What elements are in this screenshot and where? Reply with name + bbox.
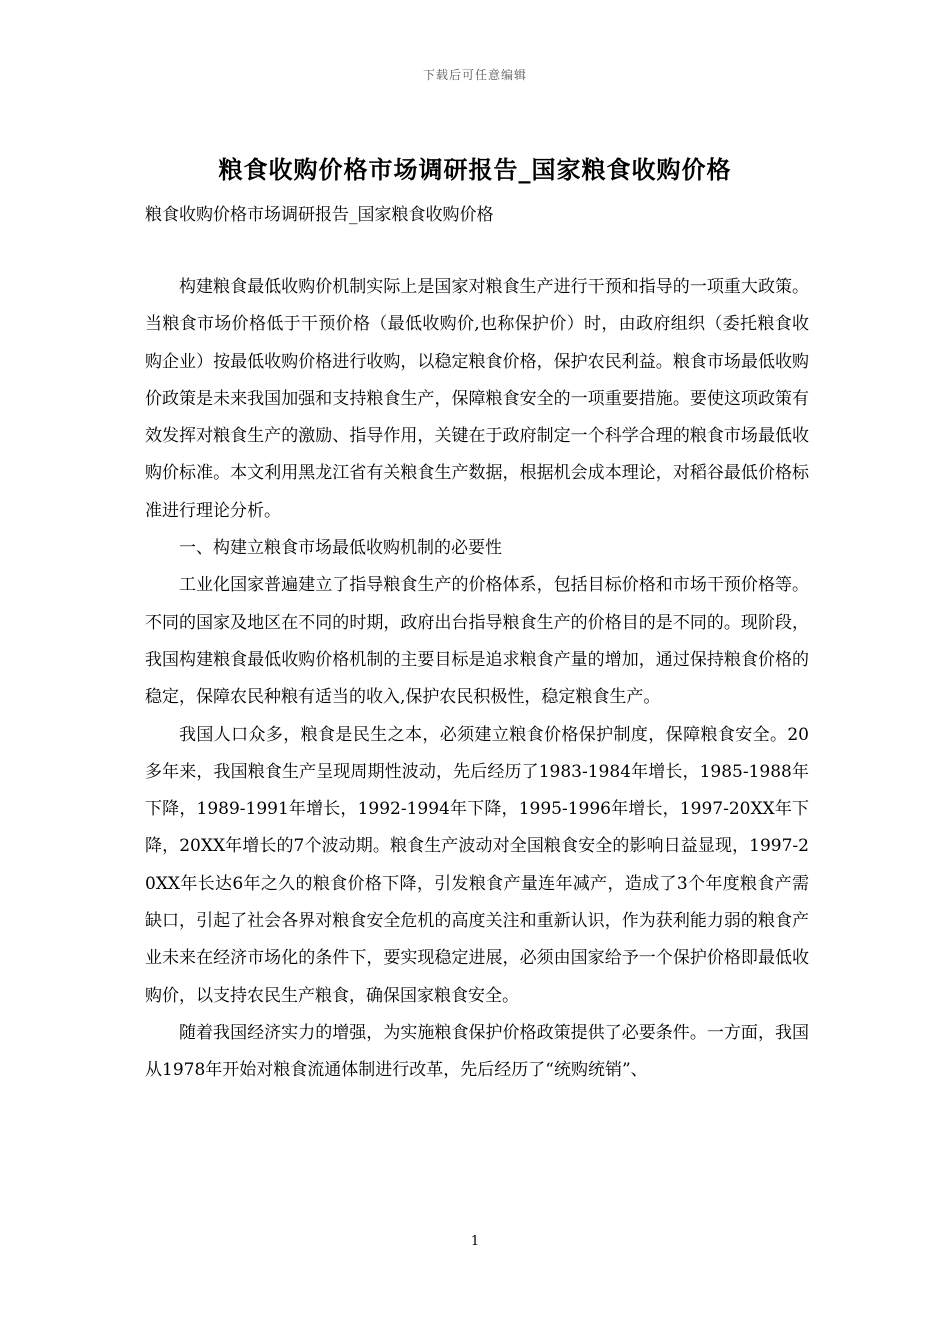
section-heading-1: 一、构建立粮食市场最低收购机制的必要性 bbox=[179, 538, 502, 559]
document-title: 粮食收购价格市场调研报告_国家粮食收购价格 bbox=[218, 155, 732, 184]
document-subtitle: 粮食收购价格市场调研报告_国家粮食收购价格 bbox=[145, 205, 494, 225]
paragraph-intro: 构建粮食最低收购价机制实际上是国家对粮食生产进行干预和指导的一项重大政策。当粮食市场价格低于干预价格（最低收购价,也称保护价）时，由政府组织（委托粮食收购企业）按最低收购价格进行收购，以稳定粮食价格，保护农民利益。粮食市场最低收购价政策是未来我国加强和支持粮食生产，保障粮食安全的一项重要措施。要使这项政策有效发挥对粮食生产的激励、指导作用，关键在于政府制定一个科学合理的粮食市场最低收购价标准。本文利用黑龙江省有关粮食生产数据，根据机会成本理论，对稻谷最低价格标准进行理论分析。 bbox=[145, 277, 809, 521]
page-number: 1 bbox=[470, 1234, 480, 1249]
paragraph-price-system: 工业化国家普遍建立了指导粮食生产的价格体系，包括目标价格和市场干预价格等。不同的国家及地区在不同的时期，政府出台指导粮食生产的价格目的是不同的。现阶段，我国构建粮食最低收购价格机制的主要目标是追求粮食产量的增加，通过保持粮食价格的稳定，保障农民种粮有适当的收入,保护农民积极性，稳定粮食生产。 bbox=[145, 575, 809, 708]
paragraph-economic-strength: 随着我国经济实力的增强，为实施粮食保护价格政策提供了必要条件。一方面，我国从1978年开始对粮食流通体制进行改革，先后经历了“统购统销”、 bbox=[145, 1022, 809, 1081]
paragraph-food-security: 我国人口众多，粮食是民生之本，必须建立粮食价格保护制度，保障粮食安全。20多年来，我国粮食生产呈现周期性波动，先后经历了1983-1984年增长，1985-1988年下降，1989-1991年增长，1992-1994年下降，1995-1996年增长，1997-20XX年下降，20XX年增长的7个波动期。粮食生产波动对全国粮食安全的影响日益显现，1997-20XX年长达6年之久的粮食价格下降，引发粮食产量连年减产，造成了3个年度粮食产需缺口，引起了社会各界对粮食安全危机的高度关注和重新认识，作为获利能力弱的粮食产业未来在经济市场化的条件下，要实现稳定进展，必须由国家给予一个保护价格即最低收购价，以支持农民生产粮食，确保国家粮食安全。 bbox=[145, 724, 809, 1006]
header-note: 下载后可任意编辑 bbox=[422, 68, 527, 82]
document-body bbox=[145, 269, 809, 1090]
